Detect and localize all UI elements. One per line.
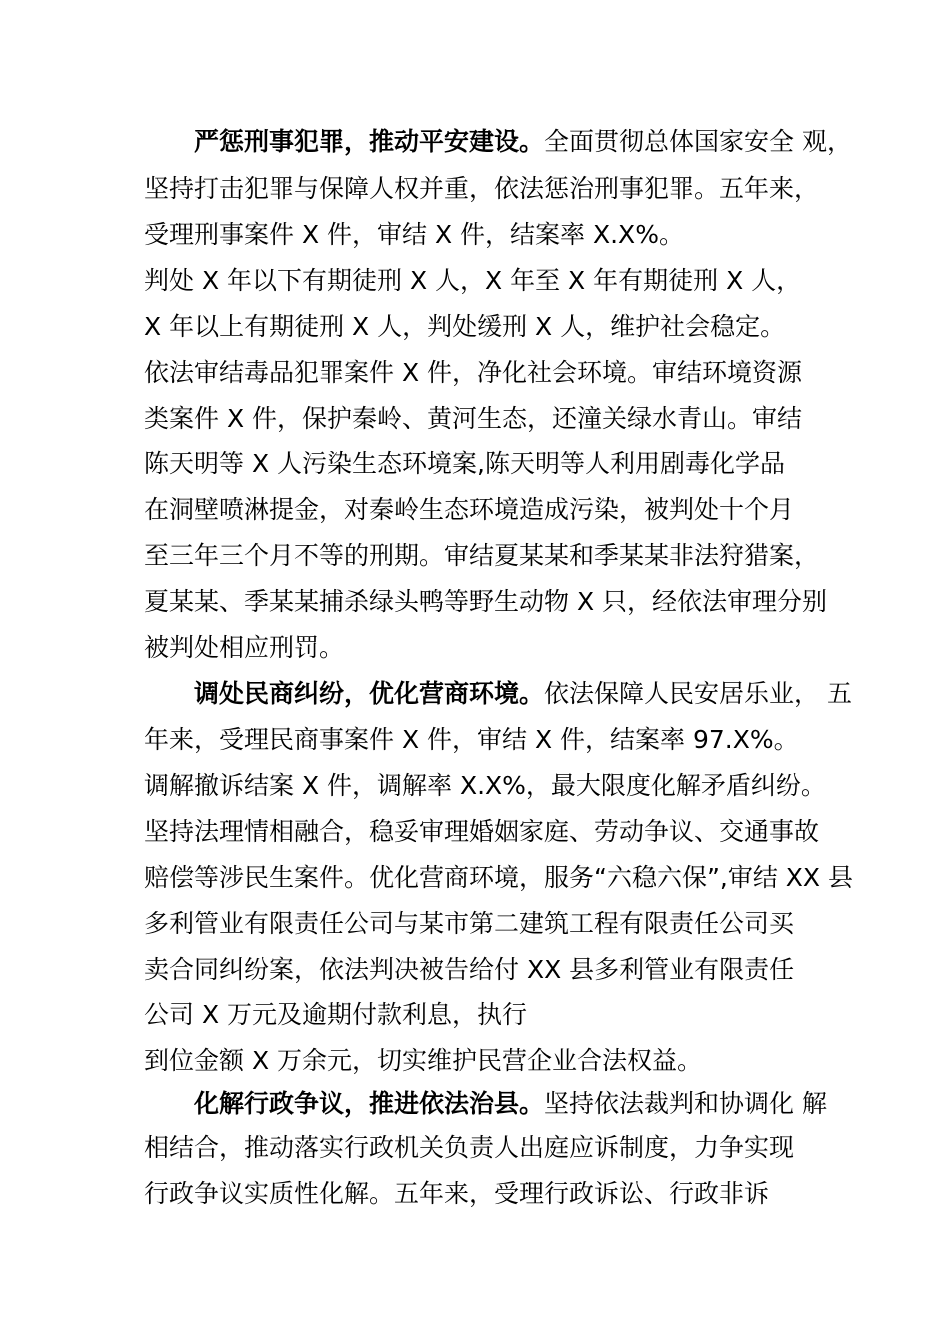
paragraph-line: 受理刑事案件 X 件，审结 X 件，结案率 X.X%。 <box>144 220 684 249</box>
paragraph-line: 在洞壁喷淋提金，对秦岭生态环境造成污染，被判处十个月 <box>144 495 795 524</box>
paragraph-line: 到位金额 X 万余元，切实维护民营企业合法权益。 <box>144 1046 703 1075</box>
paragraph-line: 多利管业有限责任公司与某市第二建筑工程有限责任公司买 <box>144 909 795 938</box>
paragraph-text: 依法保障人民安居乐业， 五 <box>544 679 852 708</box>
paragraph-line: 调解撤诉结案 X 件，调解率 X.X%，最大限度化解矛盾纠纷。 <box>144 771 826 800</box>
paragraph-line: 坚持打击犯罪与保障人权并重，依法惩治刑事犯罪。五年来， <box>144 174 820 203</box>
section-heading: 调处民商纠纷，优化营商环境。 <box>194 679 545 708</box>
paragraph-line: 卖合同纠纷案，依法判决被告给付 XX 县多利管业有限责任 <box>144 955 795 984</box>
paragraph-line: 至三年三个月不等的刑期。审结夏某某和季某某非法狩猎案， <box>144 541 820 570</box>
paragraph-line: 赔偿等涉民生案件。优化营商环境，服务“六稳六保”,审结 XX 县 <box>144 863 853 892</box>
paragraph-text: 坚持依法裁判和协调化 解 <box>544 1089 827 1118</box>
paragraph-text: 全面贯彻总体国家安全 观， <box>544 127 852 156</box>
section-heading: 化解行政争议，推进依法治县。 <box>194 1089 545 1118</box>
paragraph-line: 判处 X 年以下有期徒刑 X 人，X 年至 X 年有期徒刑 X 人， <box>144 266 802 295</box>
paragraph-line: 坚持法理情相融合，稳妥审理婚姻家庭、劳动争议、交通事故 <box>144 817 820 846</box>
paragraph-line: 年来，受理民商事案件 X 件，审结 X 件，结案率 97.X%。 <box>144 725 799 754</box>
paragraph-line <box>194 671 852 717</box>
paragraph-line <box>194 119 852 165</box>
paragraph-line: 被判处相应刑罚。 <box>144 633 345 662</box>
paragraph-line: 公司 X 万元及逾期付款利息，执行 <box>144 1000 528 1029</box>
section-heading: 严惩刑事犯罪，推动平安建设。 <box>194 127 545 156</box>
paragraph-line: X 年以上有期徒刑 X 人，判处缓刑 X 人，维护社会稳定。 <box>144 312 786 341</box>
paragraph-line: 相结合，推动落实行政机关负责人出庭应诉制度，力争实现 <box>144 1133 795 1162</box>
paragraph-line: 夏某某、季某某捕杀绿头鸭等野生动物 X 只，经依法审理分别 <box>144 587 828 616</box>
paragraph-line: 依法审结毒品犯罪案件 X 件，净化社会环境。审结环境资源 <box>144 358 803 387</box>
paragraph-line: 陈天明等 X 人污染生态环境案,陈天明等人利用剧毒化学品 <box>144 449 785 478</box>
paragraph-line: 类案件 X 件，保护秦岭、黄河生态，还潼关绿水青山。审结 <box>144 404 803 433</box>
paragraph-line <box>194 1081 827 1127</box>
paragraph-line: 行政争议实质性化解。五年来，受理行政诉讼、行政非诉 <box>144 1179 770 1208</box>
